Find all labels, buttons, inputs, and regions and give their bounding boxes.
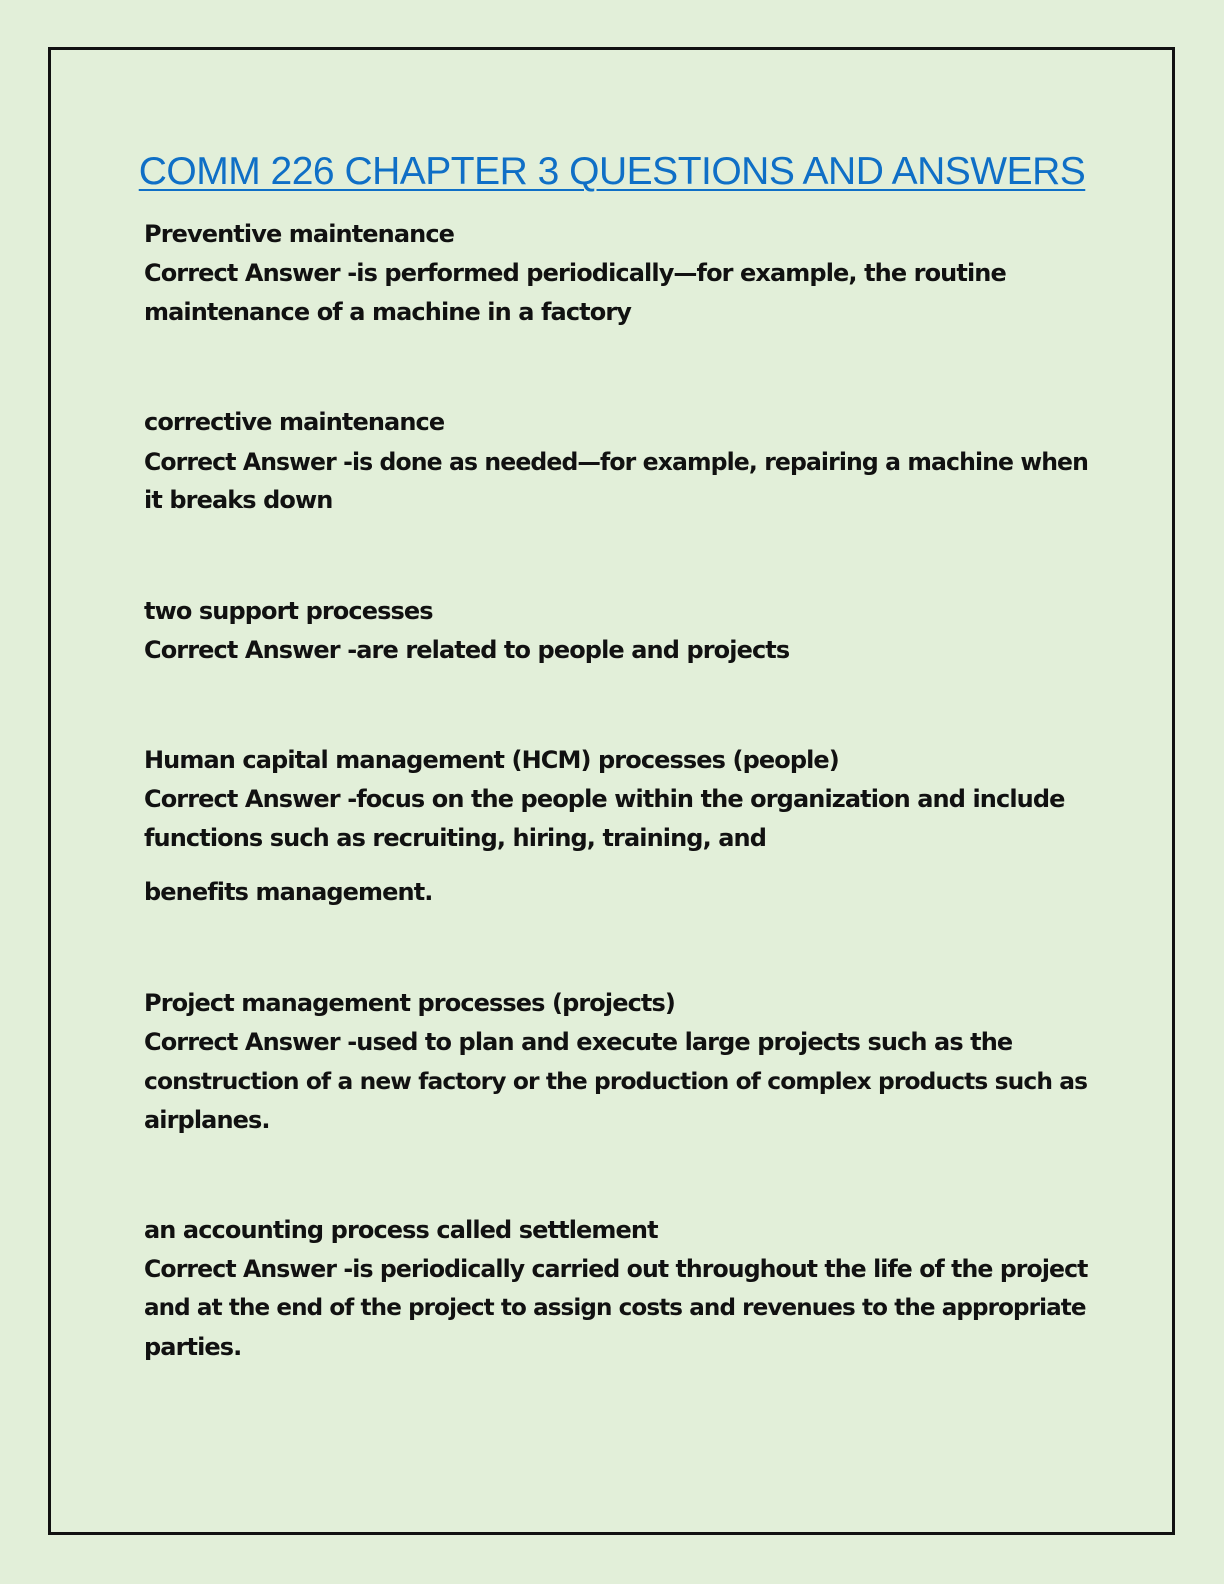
- question-two-support-processes: two support processes: [144, 597, 433, 625]
- answer-line: benefits management.: [144, 878, 433, 906]
- document-title-text: COMM 226 CHAPTER 3 QUESTIONS AND ANSWERS: [138, 150, 1086, 193]
- question-corrective-maintenance: corrective maintenance: [144, 408, 445, 436]
- answer-line: and at the end of the project to assign costs and revenues to the appropriate: [144, 1295, 1086, 1321]
- answer-line: construction of a new factory or the production of complex products such as: [144, 1067, 1088, 1095]
- question-settlement: an accounting process called settlement: [144, 1216, 658, 1244]
- answer-line: it breaks down: [144, 486, 333, 514]
- answer-line: Correct Answer -is performed periodically—for example, the routine: [144, 259, 1006, 287]
- answer-line: parties.: [144, 1333, 242, 1361]
- answer-line: Correct Answer -is periodically carried out throughout the life of the project: [144, 1255, 1088, 1283]
- answer-line: functions such as recruiting, hiring, training, and: [144, 824, 767, 852]
- answer-line: Correct Answer -used to plan and execute large projects such as the: [144, 1028, 1013, 1056]
- question-preventive-maintenance: Preventive maintenance: [144, 220, 455, 248]
- answer-line: airplanes.: [144, 1106, 270, 1134]
- answer-line: Correct Answer -focus on the people within the organization and include: [144, 785, 1065, 813]
- question-hcm-processes: Human capital management (HCM) processes (people): [144, 746, 839, 774]
- answer-line: Correct Answer -are related to people and projects: [144, 636, 790, 664]
- answer-line: Correct Answer -is done as needed—for example, repairing a machine when: [144, 448, 1088, 476]
- answer-line: maintenance of a machine in a factory: [144, 298, 632, 326]
- question-project-management-processes: Project management processes (projects): [144, 989, 675, 1017]
- document-title: [0, 145, 1224, 199]
